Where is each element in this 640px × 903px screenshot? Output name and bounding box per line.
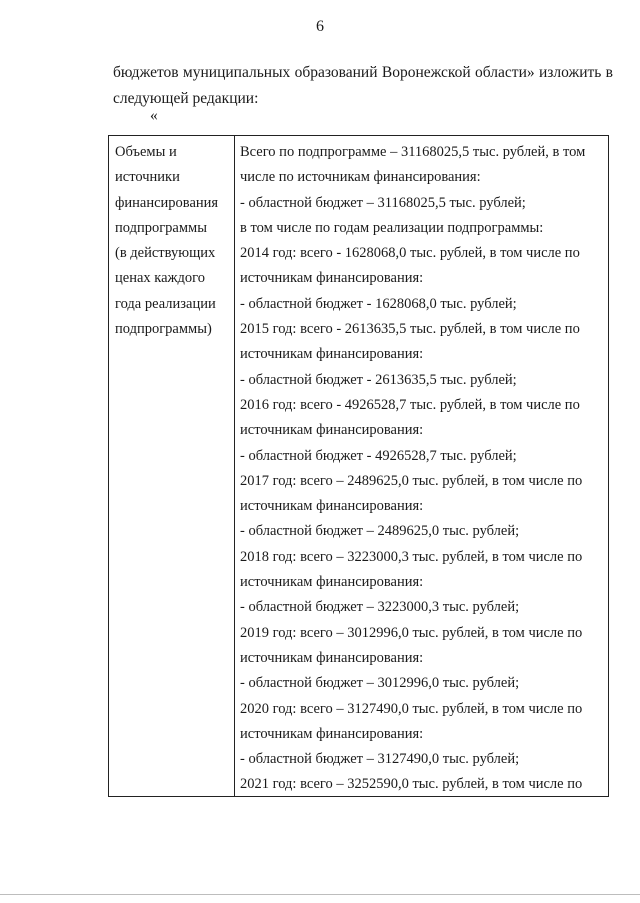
details-cell-line: источникам финансирования: bbox=[240, 422, 424, 439]
opening-quote-mark: « bbox=[150, 107, 158, 124]
details-cell-line: источникам финансирования: bbox=[240, 346, 424, 363]
details-cell-line: источникам финансирования: bbox=[240, 498, 424, 515]
page-bottom-rule bbox=[0, 894, 640, 895]
details-cell-line: в том числе по годам реализации подпрограммы: bbox=[240, 219, 544, 236]
details-cell-line: 2018 год: всего – 3223000,3 тыс. рублей, в том числе по bbox=[240, 548, 583, 565]
details-cell-line: - областной бюджет - 4926528,7 тыс. рублей; bbox=[240, 447, 517, 464]
details-cell-line: 2021 год: всего – 3252590,0 тыс. рублей, в том числе по bbox=[240, 776, 583, 793]
details-cell-line: - областной бюджет – 2489625,0 тыс. рублей; bbox=[240, 523, 520, 540]
details-cell-line: 2017 год: всего – 2489625,0 тыс. рублей, в том числе по bbox=[240, 472, 583, 489]
details-cell-line: - областной бюджет – 3223000,3 тыс. рублей; bbox=[240, 599, 520, 616]
financing-table bbox=[108, 135, 609, 797]
intro-paragraph bbox=[113, 60, 613, 112]
financing-details-cell bbox=[240, 140, 604, 798]
details-cell-line: источникам финансирования: bbox=[240, 725, 424, 742]
details-cell-line: 2014 год: всего - 1628068,0 тыс. рублей, в том числе по bbox=[240, 245, 580, 262]
details-cell-line: - областной бюджет – 3012996,0 тыс. рублей; bbox=[240, 675, 520, 692]
details-cell-line: 2015 год: всего - 2613635,5 тыс. рублей, в том числе по bbox=[240, 321, 580, 338]
details-cell-line: - областной бюджет - 2613635,5 тыс. рублей; bbox=[240, 371, 517, 388]
label-cell-line: ценах каждого bbox=[115, 270, 206, 287]
label-cell-line: Объемы и bbox=[115, 144, 177, 160]
intro-line-2: следующей редакции: bbox=[113, 90, 259, 107]
financing-label-cell bbox=[115, 140, 230, 342]
details-cell-line: - областной бюджет – 3127490,0 тыс. рублей; bbox=[240, 751, 520, 768]
label-cell-line: финансирования bbox=[115, 194, 219, 211]
column-divider bbox=[234, 136, 235, 796]
label-cell-line: подпрограммы) bbox=[115, 321, 212, 338]
details-cell-line: источникам финансирования: bbox=[240, 270, 424, 287]
label-cell-line: (в действующих bbox=[115, 245, 216, 262]
details-cell-line: Всего по подпрограмме – 31168025,5 тыс. рублей, в том bbox=[240, 144, 586, 160]
label-cell-line: источники bbox=[115, 169, 180, 186]
details-cell-line: - областной бюджет - 1628068,0 тыс. рублей; bbox=[240, 295, 517, 312]
details-cell-line: - областной бюджет – 31168025,5 тыс. рублей; bbox=[240, 194, 526, 211]
details-cell-line: 2016 год: всего - 4926528,7 тыс. рублей, в том числе по bbox=[240, 396, 580, 413]
details-cell-line: числе по источникам финансирования: bbox=[240, 169, 481, 186]
details-cell-line: источникам финансирования: bbox=[240, 649, 424, 666]
details-cell-line: источникам финансирования: bbox=[240, 574, 424, 591]
intro-line-1: бюджетов муниципальных образований Воронежской области» изложить в bbox=[113, 64, 613, 81]
page-number: 6 bbox=[316, 18, 324, 35]
details-cell-line: 2019 год: всего – 3012996,0 тыс. рублей, в том числе по bbox=[240, 624, 583, 641]
label-cell-line: подпрограммы bbox=[115, 219, 207, 236]
label-cell-line: года реализации bbox=[115, 295, 216, 312]
details-cell-line: 2020 год: всего – 3127490,0 тыс. рублей, в том числе по bbox=[240, 700, 583, 717]
